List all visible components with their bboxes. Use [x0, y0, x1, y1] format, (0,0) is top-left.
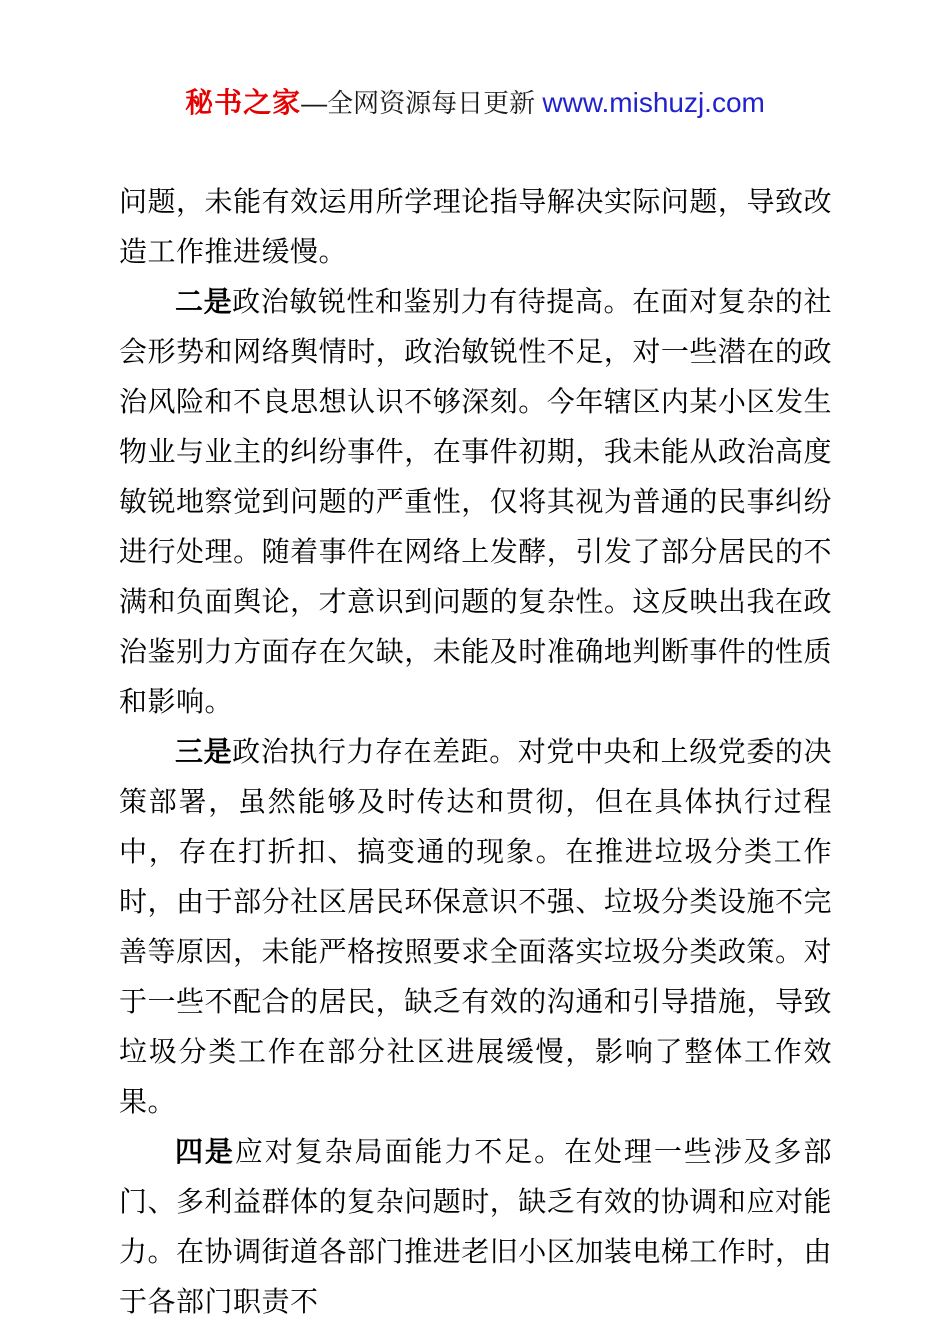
- paragraph-text: 问题，未能有效运用所学理论指导解决实际问题，导致改造工作推进缓慢。: [119, 186, 832, 267]
- site-tagline: —全网资源每日更新: [301, 88, 543, 118]
- site-url: www.mishuzj.com: [542, 87, 765, 118]
- body-paragraph: [119, 727, 832, 1127]
- body-paragraph: [119, 177, 832, 277]
- body-paragraph: [119, 1127, 832, 1327]
- paragraph-lead: 二是: [175, 286, 233, 317]
- paragraph-lead: 四是: [175, 1136, 235, 1167]
- paragraph-text: 政治敏锐性和鉴别力有待提高。在面对复杂的社会形势和网络舆情时，政治敏锐性不足，对一些潜在的政治风险和不良思想认识不够深刻。今年辖区内某小区发生物业与业主的纠纷事件，在事件初期，我未能从政治高度敏锐地察觉到问题的严重性，仅将其视为普通的民事纠纷进行处理。随着事件在网络上发酵，引发了部分居民的不满和负面舆论，才意识到问题的复杂性。这反映出我在政治鉴别力方面存在欠缺，未能及时准确地判断事件的性质和影响。: [119, 286, 832, 717]
- paragraph-text: 政治执行力存在差距。对党中央和上级党委的决策部署，虽然能够及时传达和贯彻，但在具体执行过程中，存在打折扣、搞变通的现象。在推进垃圾分类工作时，由于部分社区居民环保意识不强、垃圾分类设施不完善等原因，未能严格按照要求全面落实垃圾分类政策。对于一些不配合的居民，缺乏有效的沟通和引导措施，导致垃圾分类工作在部分社区进展缓慢，影响了整体工作效果。: [119, 736, 832, 1117]
- document-body: [119, 177, 832, 1327]
- paragraph-text: 应对复杂局面能力不足。在处理一些涉及多部门、多利益群体的复杂问题时，缺乏有效的协调和应对能力。在协调街道各部门推进老旧小区加装电梯工作时，由于各部门职责不: [119, 1136, 832, 1317]
- site-name: 秘书之家: [185, 87, 302, 118]
- paragraph-lead: 三是: [175, 736, 233, 767]
- body-paragraph: [119, 277, 832, 727]
- site-watermark-header: [0, 86, 950, 120]
